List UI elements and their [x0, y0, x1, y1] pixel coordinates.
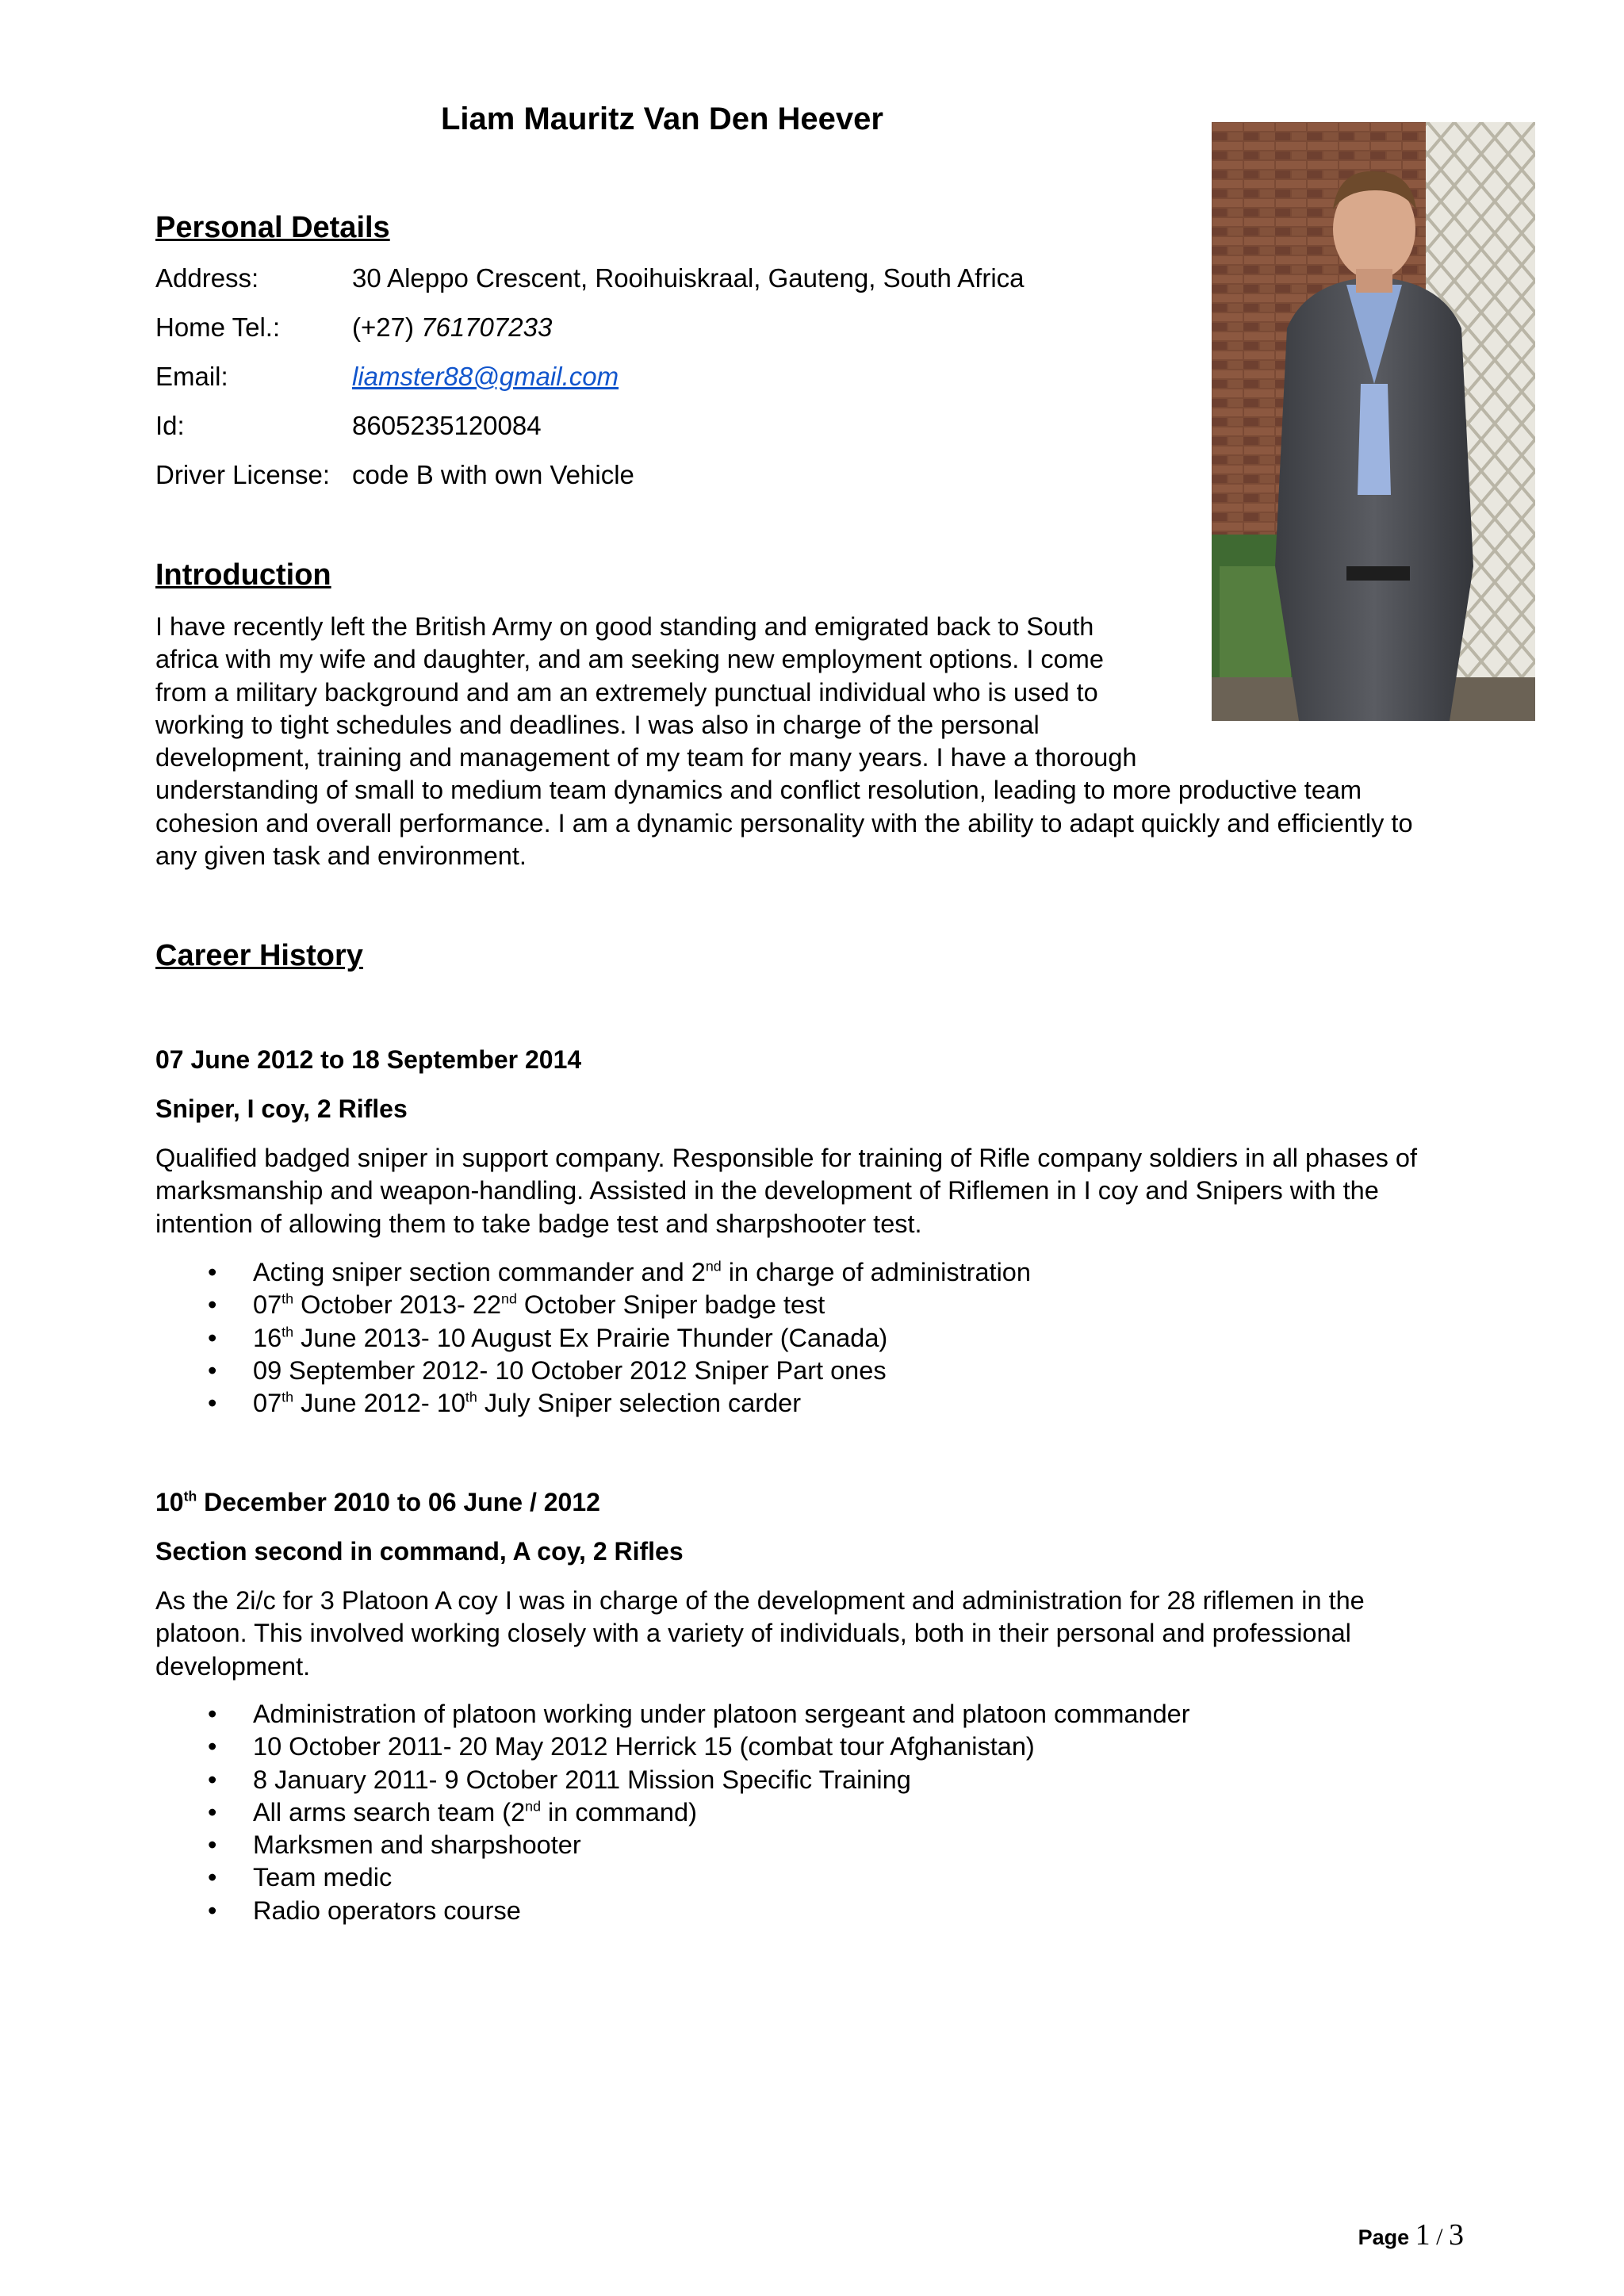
job1-dates: 07 June 2012 to 18 September 2014	[155, 1045, 582, 1074]
bullet-icon: •	[208, 1355, 217, 1385]
list-item: • Marksmen and sharpshooter	[155, 1829, 1190, 1861]
email-label: Email:	[155, 362, 228, 391]
job2-description	[155, 1585, 1365, 1683]
list-item: • Team medic	[155, 1861, 1190, 1894]
bullet-icon: •	[208, 1765, 217, 1794]
introduction-text	[155, 611, 1413, 872]
job1-desc-line: Qualified badged sniper in support company. Responsible for training of Rifle company soldiers in all phases of	[155, 1144, 1417, 1172]
bullet-icon: •	[208, 1389, 217, 1418]
intro-line: cohesion and overall performance. I am a dynamic personality with the ability to adapt quickly and efficiently to	[155, 808, 1413, 838]
id-label: Id:	[155, 411, 185, 440]
job2-desc-line: As the 2i/c for 3 Platoon A coy I was in charge of the development and administration for 28 riflemen in the	[155, 1586, 1365, 1615]
list-item: • 09 September 2012- 10 October 2012 Sniper Part ones	[155, 1355, 1031, 1387]
page-total: 3	[1449, 2218, 1464, 2252]
list-item: • Acting sniper section commander and 2nd in charge of administration	[155, 1256, 1031, 1289]
bullet-icon: •	[208, 1830, 217, 1860]
job2-desc-line: development.	[155, 1651, 311, 1681]
tel-label: Home Tel.:	[155, 312, 281, 342]
address-value: 30 Aleppo Crescent, Rooihuiskraal, Gauteng, South Africa	[352, 263, 1025, 293]
intro-line: development, training and management of my team for many years. I have a thorough	[155, 743, 1137, 772]
intro-line: from a military background and am an extremely punctual individual who is used to	[155, 677, 1098, 707]
job1-desc-line: intention of allowing them to take badge test and sharpshooter test.	[155, 1209, 922, 1238]
job2-bullets	[155, 1698, 1190, 1927]
career-history-heading: Career History	[155, 939, 363, 972]
job1-bullets	[155, 1256, 1031, 1420]
candidate-name: Liam Mauritz Van Den Heever	[441, 102, 883, 136]
job1-description	[155, 1142, 1417, 1240]
job2-dates: 10th December 2010 to 06 June / 2012	[155, 1488, 600, 1516]
bullet-icon: •	[208, 1863, 217, 1892]
page-separator: /	[1430, 2224, 1449, 2250]
bullet-icon: •	[208, 1258, 217, 1286]
license-value: code B with own Vehicle	[352, 460, 634, 489]
list-item: • 07th October 2013- 22nd October Sniper badge test	[155, 1289, 1031, 1321]
bullet-icon: •	[208, 1290, 217, 1320]
intro-line: I have recently left the British Army on good standing and emigrated back to South	[155, 612, 1094, 641]
email-link[interactable]: liamster88@gmail.com	[352, 362, 619, 391]
personal-details-heading: Personal Details	[155, 211, 390, 244]
job2-title: Section second in command, A coy, 2 Rifles	[155, 1537, 684, 1566]
list-item: • Administration of platoon working under platoon sergeant and platoon commander	[155, 1698, 1190, 1731]
page-footer	[1358, 2217, 1464, 2252]
bullet-icon: •	[208, 1797, 217, 1826]
intro-line: any given task and environment.	[155, 841, 527, 871]
page-current: 1	[1415, 2218, 1431, 2252]
list-item: • 16th June 2013- 10 August Ex Prairie Thunder (Canada)	[155, 1322, 1031, 1355]
list-item: • All arms search team (2nd in command)	[155, 1796, 1190, 1829]
bullet-icon: •	[208, 1895, 217, 1925]
intro-line: africa with my wife and daughter, and am seeking new employment options. I come	[155, 645, 1104, 674]
job1-desc-line: marksmanship and weapon-handling. Assisted in the development of Riflemen in I coy and Snipers with the	[155, 1176, 1379, 1205]
tel-value	[352, 312, 552, 343]
bullet-icon: •	[208, 1323, 217, 1352]
list-item: • 8 January 2011- 9 October 2011 Mission Specific Training	[155, 1764, 1190, 1796]
job1-title: Sniper, I coy, 2 Rifles	[155, 1094, 408, 1123]
tel-number: 761707233	[421, 312, 553, 342]
job2-desc-line: platoon. This involved working closely with a variety of individuals, both in their personal and professional	[155, 1619, 1351, 1648]
address-label: Address:	[155, 263, 259, 293]
bullet-icon: •	[208, 1700, 217, 1728]
id-value: 8605235120084	[352, 411, 542, 440]
license-label: Driver License:	[155, 460, 331, 489]
list-item: • 07th June 2012- 10th July Sniper selection carder	[155, 1387, 1031, 1420]
list-item: • 10 October 2011- 20 May 2012 Herrick 15 (combat tour Afghanistan)	[155, 1731, 1190, 1763]
introduction-heading: Introduction	[155, 558, 331, 592]
tel-prefix: (+27)	[352, 312, 422, 342]
intro-line: understanding of small to medium team dynamics and conflict resolution, leading to more productive team	[155, 776, 1362, 805]
list-item: • Radio operators course	[155, 1895, 1190, 1927]
page-label: Page	[1358, 2225, 1415, 2249]
intro-line: working to tight schedules and deadlines. I was also in charge of the personal	[155, 710, 1040, 739]
bullet-icon: •	[208, 1732, 217, 1761]
